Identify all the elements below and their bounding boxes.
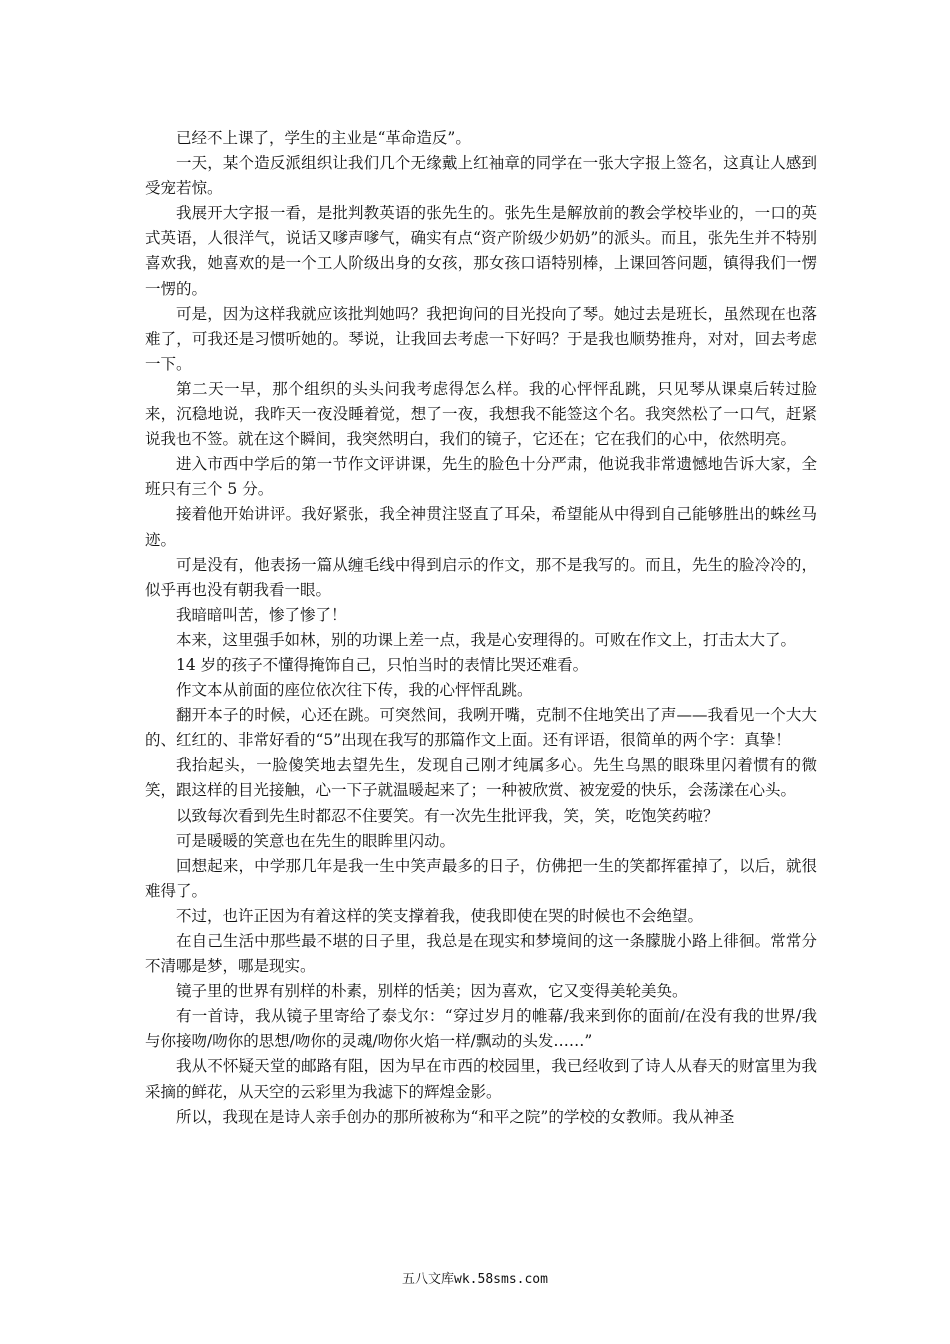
paragraph: 有一首诗，我从镜子里寄给了泰戈尔：“穿过岁月的帷幕/我来到你的面前/在没有我的世界/我与你接吻/吻你的思想/吻你的灵魂/吻你火焰一样/飘动的头发……” [145, 1007, 817, 1051]
paragraph: 回想起来，中学那几年是我一生中笑声最多的日子，仿佛把一生的笑都挥霍掉了，以后，就很难得了。 [145, 856, 817, 900]
paragraph: 我抬起头，一脸傻笑地去望先生，发现自己刚才纯属多心。先生乌黑的眼珠里闪着惯有的微笑，跟这样的目光接触，心一下子就温暖起来了；一种被欣赏、被宠爱的快乐，会荡漾在心头。 [145, 756, 817, 800]
paragraph: 镜子里的世界有别样的朴素，别样的恬美；因为喜欢，它又变得美轮美奂。 [176, 982, 688, 1001]
paragraph: 在自己生活中那些最不堪的日子里，我总是在现实和梦境间的这一条朦胧小路上徘徊。常常分不清哪是梦，哪是现实。 [145, 932, 817, 976]
paragraph: 以致每次看到先生时都忍不住要笑。有一次先生批评我，笑，笑，吃饱笑药啦？ [176, 806, 719, 825]
paragraph: 不过，也许正因为有着这样的笑支撑着我，使我即使在哭的时候也不会绝望。 [176, 906, 704, 925]
paragraph: 我从不怀疑天堂的邮路有阻，因为早在市西的校园里，我已经收到了诗人从春天的财富里为我采摘的鲜花，从天空的云彩里为我滤下的辉煌金影。 [145, 1057, 817, 1101]
paragraph: 本来，这里强手如林，别的功课上差一点，我是心安理得的。可败在作文上，打击太大了。 [176, 630, 797, 649]
paragraph: 接着他开始讲评。我好紧张，我全神贯注竖直了耳朵，希望能从中得到自己能够胜出的蛛丝马迹。 [145, 505, 817, 549]
footer-source: 五八文库wk.58sms.com [402, 1272, 548, 1287]
article-body [145, 126, 817, 1130]
paragraph: 我展开大字报一看，是批判教英语的张先生的。张先生是解放前的教会学校毕业的，一口的英式英语，人很洋气，说话又嗲声嗲气，确实有点“资产阶级少奶奶”的派头。而且，张先生并不特别喜欢我，她喜欢的是一个工人阶级出身的女孩，那女孩口语特别棒，上课回答问题，镇得我们一愣一愣的。 [145, 204, 817, 298]
paragraph: 已经不上课了，学生的主业是“革命造反”。 [176, 129, 471, 147]
paragraph: 可是没有，他表扬一篇从缠毛线中得到启示的作文，那不是我写的。而且，先生的脸冷冷的，似乎再也没有朝我看一眼。 [145, 555, 817, 599]
paragraph: 可是暖暖的笑意也在先生的眼眸里闪动。 [176, 831, 456, 850]
paragraph: 进入市西中学后的第一节作文评讲课，先生的脸色十分严肃，他说我非常遗憾地告诉大家，全班只有三个 5 分。 [145, 455, 817, 499]
paragraph: 第二天一早，那个组织的头头问我考虑得怎么样。我的心怦怦乱跳，只见琴从课桌后转过脸来，沉稳地说，我昨天一夜没睡着觉，想了一夜，我想我不能签这个名。我突然松了一口气，赶紧说我也不签。就在这个瞬间，我突然明白，我们的镜子，它还在；它在我们的心中，依然明亮。 [145, 379, 817, 449]
paragraph: 可是，因为这样我就应该批判她吗？我把询问的目光投向了琴。她过去是班长，虽然现在也落难了，可我还是习惯听她的。琴说，让我回去考虑一下好吗？于是我也顺势推舟，对对，回去考虑一下。 [145, 304, 817, 373]
paragraph: 我暗暗叫苦，惨了惨了！ [176, 605, 347, 624]
paragraph: 作文本从前面的座位依次往下传，我的心怦怦乱跳。 [176, 681, 533, 700]
paragraph: 一天，某个造反派组织让我们几个无缘戴上红袖章的同学在一张大字报上签名，这真让人感到受宠若惊。 [145, 154, 817, 198]
paragraph: 所以，我现在是诗人亲手创办的那所被称为“和平之院”的学校的女教师。我从神圣 [176, 1107, 735, 1126]
paragraph: 14 岁的孩子不懂得掩饰自己，只怕当时的表情比哭还难看。 [176, 655, 589, 674]
paragraph: 翻开本子的时候，心还在跳。可突然间，我咧开嘴，克制不住地笑出了声——我看见一个大大的、红红的、非常好看的“5”出现在我写的那篇作文上面。还有评语，很简单的两个字：真挚！ [145, 706, 817, 750]
